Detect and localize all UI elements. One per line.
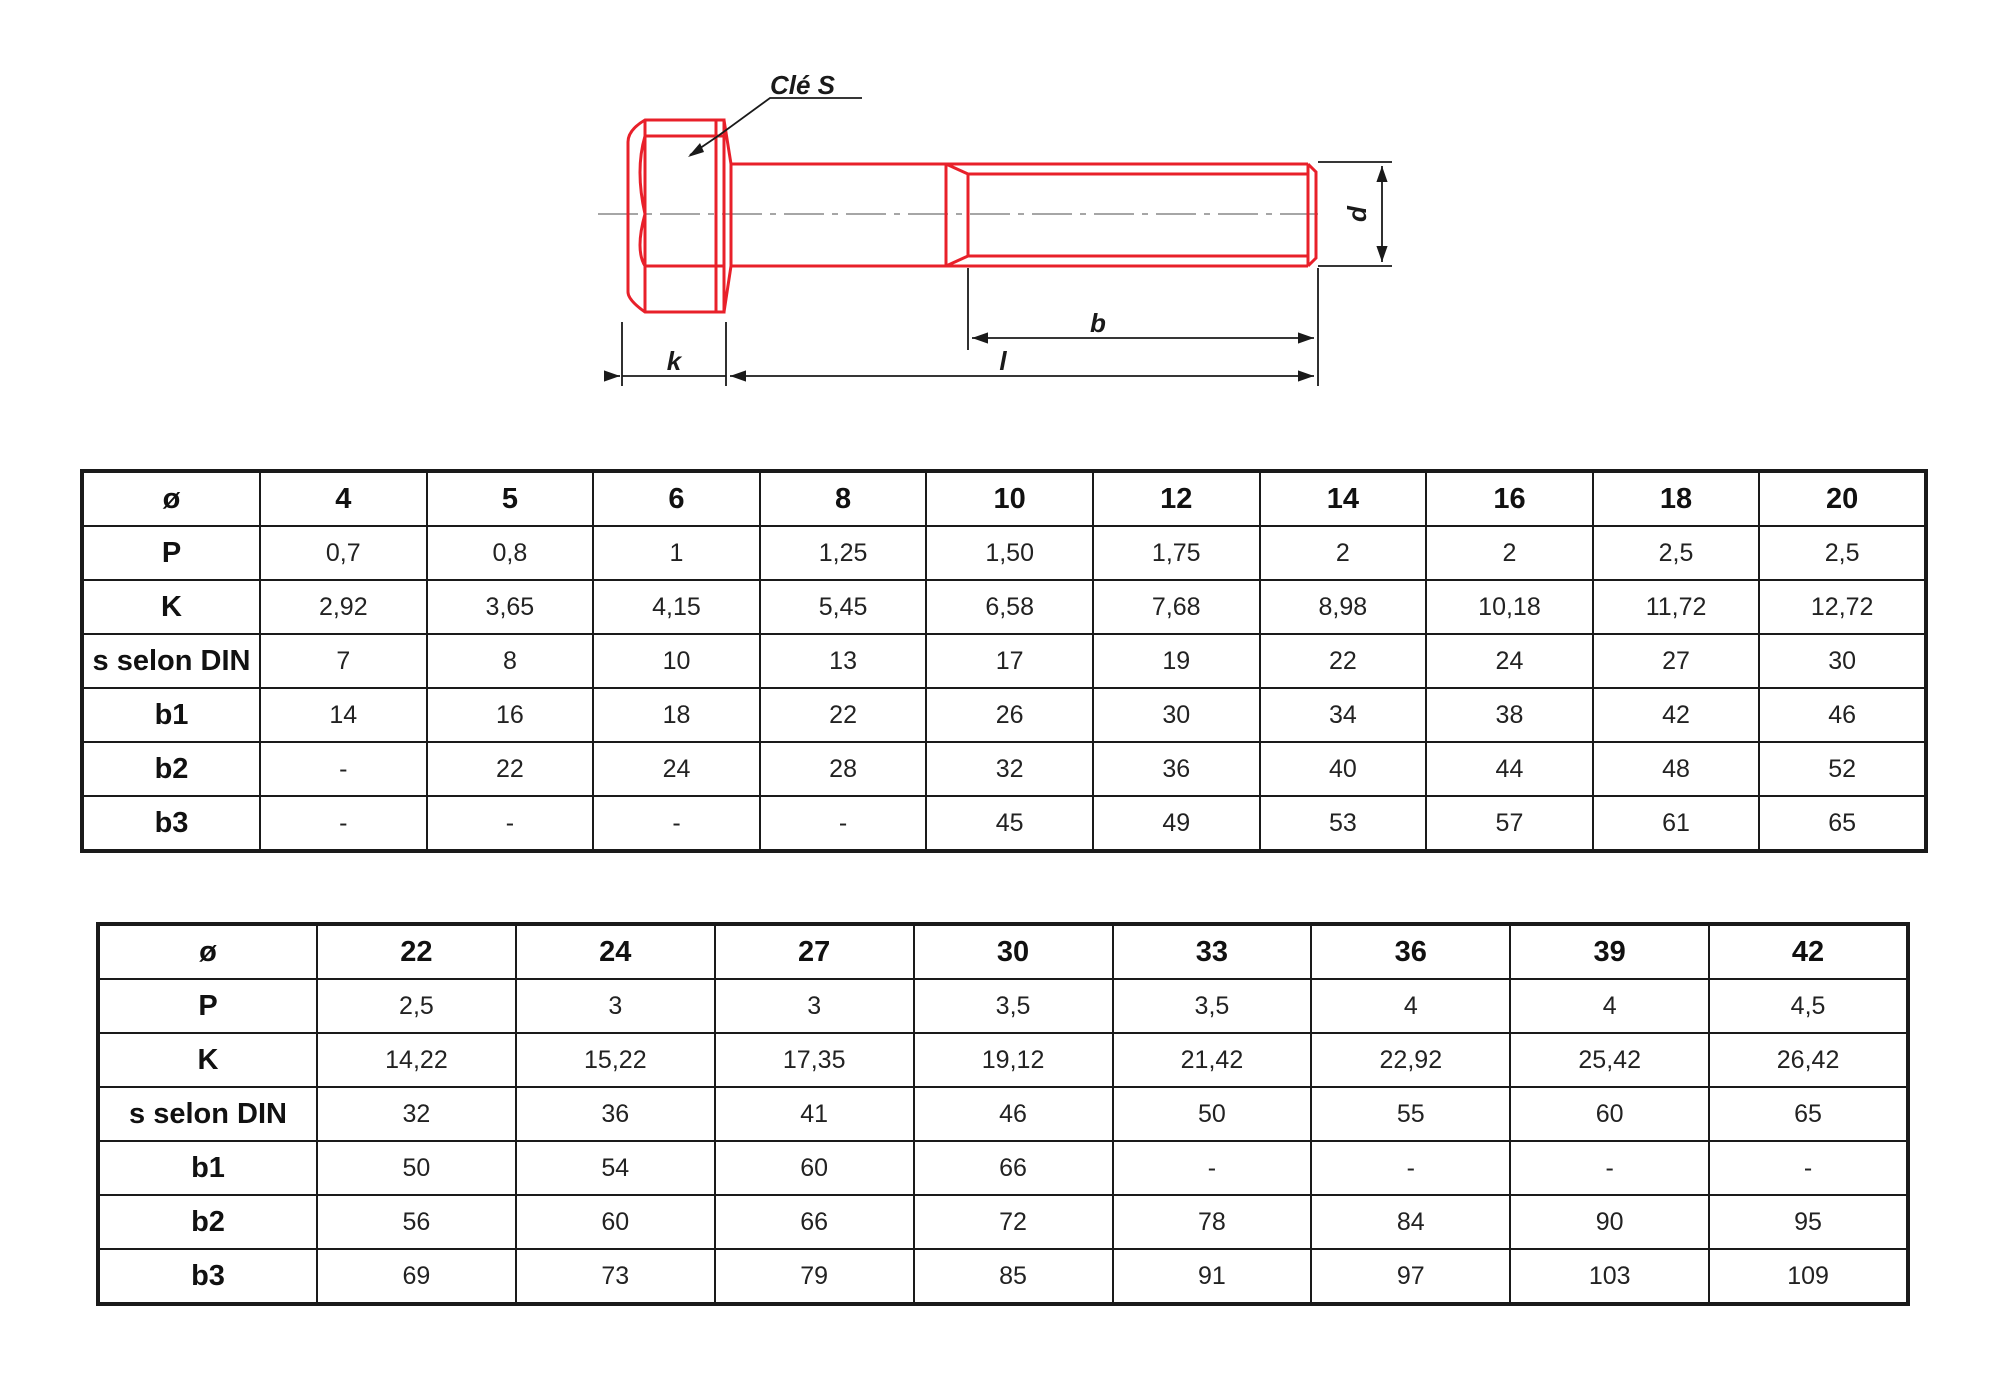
table-cell: 60 — [715, 1141, 914, 1195]
table-cell: 41 — [715, 1087, 914, 1141]
table-cell: 18 — [593, 688, 760, 742]
table-cell: 27 — [715, 924, 914, 979]
table-cell: 95 — [1709, 1195, 1908, 1249]
table-row — [98, 979, 1908, 1033]
table-cell: 8,98 — [1260, 580, 1427, 634]
table-cell: 73 — [516, 1249, 715, 1304]
dimensions-table-2 — [96, 922, 1910, 1306]
table-cell: 24 — [516, 924, 715, 979]
table-cell: 65 — [1759, 796, 1926, 851]
table-cell: 6 — [593, 471, 760, 526]
table-cell: 65 — [1709, 1087, 1908, 1141]
table-cell: - — [260, 796, 427, 851]
table-cell: 8 — [427, 634, 594, 688]
row-label: K — [98, 1033, 317, 1087]
table-cell: - — [1113, 1141, 1312, 1195]
table-cell: 16 — [427, 688, 594, 742]
table-cell: 10,18 — [1426, 580, 1593, 634]
row-label: P — [82, 526, 260, 580]
bolt-shank — [731, 164, 946, 266]
table-cell: 2,5 — [1593, 526, 1760, 580]
dimensions — [604, 98, 1392, 386]
table-cell: 1 — [593, 526, 760, 580]
table-row — [98, 1249, 1908, 1304]
bolt-head — [628, 120, 731, 312]
table-cell: - — [427, 796, 594, 851]
table-cell: 10 — [593, 634, 760, 688]
table-cell: 17,35 — [715, 1033, 914, 1087]
table-cell: - — [260, 742, 427, 796]
table-cell: 61 — [1593, 796, 1760, 851]
table-cell: 54 — [516, 1141, 715, 1195]
row-label: b3 — [98, 1249, 317, 1304]
table-cell: 22,92 — [1311, 1033, 1510, 1087]
table-row — [98, 1033, 1908, 1087]
table-cell: 2,5 — [1759, 526, 1926, 580]
table-row — [82, 688, 1926, 742]
table-cell: 66 — [914, 1141, 1113, 1195]
table-cell: 3,5 — [914, 979, 1113, 1033]
bolt-thread — [946, 164, 1316, 266]
table-cell: 46 — [1759, 688, 1926, 742]
table-cell: 0,8 — [427, 526, 594, 580]
table-cell: 84 — [1311, 1195, 1510, 1249]
table-cell: 103 — [1510, 1249, 1709, 1304]
table-cell: 32 — [317, 1087, 516, 1141]
table-cell: 50 — [1113, 1087, 1312, 1141]
table-cell: 48 — [1593, 742, 1760, 796]
bolt-drawing — [0, 0, 2000, 420]
table-cell: 30 — [1759, 634, 1926, 688]
table-cell: 38 — [1426, 688, 1593, 742]
table-cell: 26 — [926, 688, 1093, 742]
table-cell: 16 — [1426, 471, 1593, 526]
table-row — [82, 580, 1926, 634]
table-cell: 45 — [926, 796, 1093, 851]
dimensions-table-1 — [80, 469, 1928, 853]
wrench-leader-arrowhead — [688, 143, 704, 157]
table-cell: 56 — [317, 1195, 516, 1249]
row-label: ø — [82, 471, 260, 526]
table-cell: 66 — [715, 1195, 914, 1249]
table-cell: 19,12 — [914, 1033, 1113, 1087]
row-label: b1 — [82, 688, 260, 742]
table-row — [82, 742, 1926, 796]
table-cell: - — [1311, 1141, 1510, 1195]
table-cell: 0,7 — [260, 526, 427, 580]
row-label: b1 — [98, 1141, 317, 1195]
table-cell: - — [1510, 1141, 1709, 1195]
table-cell: 7,68 — [1093, 580, 1260, 634]
table-cell: 26,42 — [1709, 1033, 1908, 1087]
table-cell: 14 — [1260, 471, 1427, 526]
table-row — [98, 1087, 1908, 1141]
table-cell: 4,15 — [593, 580, 760, 634]
row-label: P — [98, 979, 317, 1033]
table-row — [98, 1141, 1908, 1195]
table-cell: 2,5 — [317, 979, 516, 1033]
table-cell: 1,75 — [1093, 526, 1260, 580]
table-cell: 34 — [1260, 688, 1427, 742]
table-cell: 36 — [1093, 742, 1260, 796]
k-label: k — [666, 346, 682, 376]
row-label: ø — [98, 924, 317, 979]
table-cell: 3 — [516, 979, 715, 1033]
table-cell: - — [760, 796, 927, 851]
table-cell: 42 — [1709, 924, 1908, 979]
table-cell: 55 — [1311, 1087, 1510, 1141]
table-cell: 27 — [1593, 634, 1760, 688]
table-row — [82, 634, 1926, 688]
table-cell: 46 — [914, 1087, 1113, 1141]
table-cell: 40 — [1260, 742, 1427, 796]
table-cell: 18 — [1593, 471, 1760, 526]
table-cell: 15,22 — [516, 1033, 715, 1087]
table-cell: 24 — [593, 742, 760, 796]
table-cell: 1,25 — [760, 526, 927, 580]
table-row — [98, 1195, 1908, 1249]
bolt-outline — [628, 120, 1316, 312]
d-label: d — [1342, 206, 1372, 222]
table-cell: 21,42 — [1113, 1033, 1312, 1087]
table-cell: 13 — [760, 634, 927, 688]
table-cell: 19 — [1093, 634, 1260, 688]
table-cell: 8 — [760, 471, 927, 526]
table-cell: 20 — [1759, 471, 1926, 526]
table-cell: 4 — [260, 471, 427, 526]
row-label: s selon DIN — [98, 1087, 317, 1141]
table-row — [82, 471, 1926, 526]
table-row — [98, 924, 1908, 979]
row-label: K — [82, 580, 260, 634]
table-cell: 33 — [1113, 924, 1312, 979]
table-cell: 72 — [914, 1195, 1113, 1249]
table-cell: 91 — [1113, 1249, 1312, 1304]
table-cell: 12,72 — [1759, 580, 1926, 634]
table-cell: 36 — [516, 1087, 715, 1141]
table-cell: 97 — [1311, 1249, 1510, 1304]
table-cell: 85 — [914, 1249, 1113, 1304]
table-cell: 60 — [1510, 1087, 1709, 1141]
table-cell: 109 — [1709, 1249, 1908, 1304]
table-cell: 22 — [760, 688, 927, 742]
b-label: b — [1090, 308, 1106, 338]
wrench-size-label: Clé S — [770, 70, 836, 100]
table-cell: 36 — [1311, 924, 1510, 979]
table-cell: 79 — [715, 1249, 914, 1304]
table-cell: 22 — [1260, 634, 1427, 688]
table-cell: 11,72 — [1593, 580, 1760, 634]
table-cell: 5,45 — [760, 580, 927, 634]
row-label: b2 — [98, 1195, 317, 1249]
table-cell: 1,50 — [926, 526, 1093, 580]
table-cell: - — [1709, 1141, 1908, 1195]
table-cell: 78 — [1113, 1195, 1312, 1249]
table-cell: 3 — [715, 979, 914, 1033]
l-label: l — [999, 346, 1007, 376]
table-cell: 22 — [427, 742, 594, 796]
table-cell: 57 — [1426, 796, 1593, 851]
table-cell: - — [593, 796, 760, 851]
table-cell: 30 — [914, 924, 1113, 979]
table-cell: 42 — [1593, 688, 1760, 742]
table-cell: 69 — [317, 1249, 516, 1304]
table-cell: 39 — [1510, 924, 1709, 979]
row-label: b2 — [82, 742, 260, 796]
table-cell: 4 — [1510, 979, 1709, 1033]
table-cell: 4,5 — [1709, 979, 1908, 1033]
row-label: s selon DIN — [82, 634, 260, 688]
table-cell: 90 — [1510, 1195, 1709, 1249]
table-cell: 10 — [926, 471, 1093, 526]
table-cell: 44 — [1426, 742, 1593, 796]
table-cell: 14,22 — [317, 1033, 516, 1087]
table-cell: 24 — [1426, 634, 1593, 688]
table-cell: 25,42 — [1510, 1033, 1709, 1087]
table-cell: 4 — [1311, 979, 1510, 1033]
table-cell: 17 — [926, 634, 1093, 688]
table-cell: 5 — [427, 471, 594, 526]
table-cell: 30 — [1093, 688, 1260, 742]
table-row — [82, 526, 1926, 580]
table-cell: 49 — [1093, 796, 1260, 851]
table-cell: 53 — [1260, 796, 1427, 851]
row-label: b3 — [82, 796, 260, 851]
table-cell: 3,5 — [1113, 979, 1312, 1033]
table-cell: 32 — [926, 742, 1093, 796]
table-cell: 6,58 — [926, 580, 1093, 634]
table-row — [82, 796, 1926, 851]
table-cell: 7 — [260, 634, 427, 688]
table-cell: 2 — [1260, 526, 1427, 580]
table-cell: 2 — [1426, 526, 1593, 580]
table-cell: 22 — [317, 924, 516, 979]
table-cell: 28 — [760, 742, 927, 796]
table-cell: 14 — [260, 688, 427, 742]
table-cell: 50 — [317, 1141, 516, 1195]
table-cell: 3,65 — [427, 580, 594, 634]
table-cell: 2,92 — [260, 580, 427, 634]
table-cell: 60 — [516, 1195, 715, 1249]
table-cell: 52 — [1759, 742, 1926, 796]
table-cell: 12 — [1093, 471, 1260, 526]
